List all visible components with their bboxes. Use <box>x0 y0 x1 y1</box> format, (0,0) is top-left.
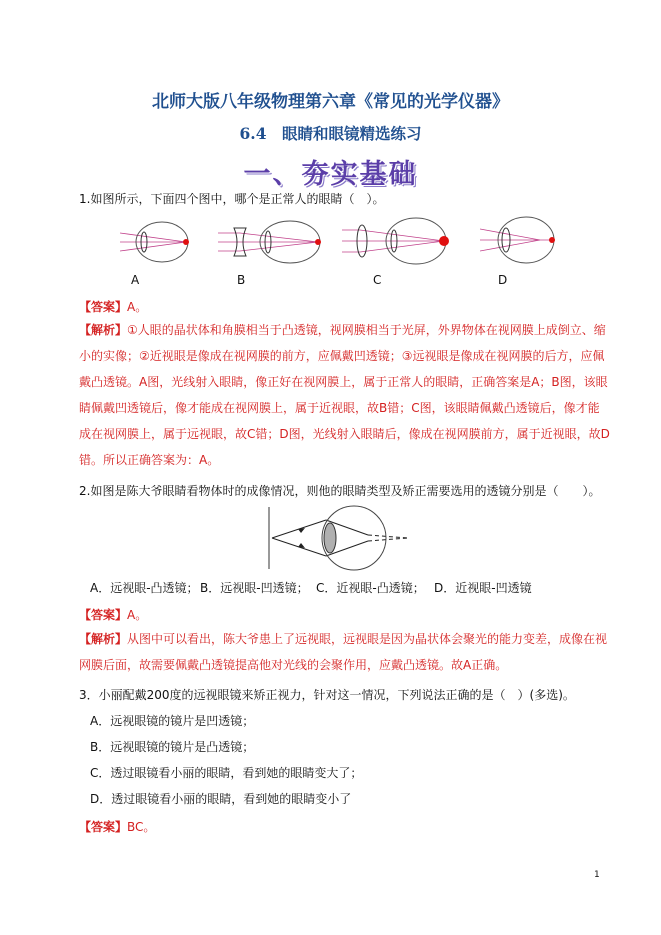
q1-answer-value: A。 <box>127 300 148 314</box>
q2-answer-value: A。 <box>127 608 148 622</box>
q1-answer-tag: 【答案】 <box>79 300 128 314</box>
q3-question: 3．小丽配戴200度的远视眼镜来矫正视力，针对这一情况，下列说法正确的是（ ）(多选)。 <box>79 688 575 702</box>
q1-analysis <box>79 317 611 473</box>
q2-farsighted-eye-diagram <box>268 505 414 571</box>
q1-figure-label-d: D <box>498 273 508 287</box>
q2-answer <box>79 608 147 622</box>
q3-option-c: C．透过眼镜看小丽的眼睛，看到她的眼睛变大了； <box>90 766 363 780</box>
q3-option-d: D．透过眼镜看小丽的眼睛，看到她的眼睛变小了 <box>90 792 352 806</box>
q2-analysis <box>79 626 611 678</box>
q1-figure-label-b: B <box>237 273 246 287</box>
lesson-subtitle: 6.4 眼睛和眼镜精选练习 <box>239 124 422 143</box>
q2-question: 2.如图是陈大爷眼睛看物体时的成像情况，则他的眼睛类型及矫正需要选用的透镜分别是（ ）。 <box>79 484 601 498</box>
q3-answer-tag: 【答案】 <box>79 820 128 834</box>
q1-figure-b-eye-diagram <box>218 218 326 266</box>
q1-figure-c-eye-diagram <box>342 214 452 268</box>
q3-option-b: B．远视眼镜的镜片是凸透镜； <box>90 740 255 754</box>
q1-answer <box>79 300 147 314</box>
q1-question: 1.如图所示，下面四个图中，哪个是正常人的眼睛（ ）。 <box>79 192 385 206</box>
page-number: 1 <box>594 870 600 880</box>
q2-option-b: B．远视眼-凹透镜； <box>200 581 309 595</box>
document-title: 北师大版八年级物理第六章《常见的光学仪器》 <box>152 92 509 112</box>
q2-answer-tag: 【答案】 <box>79 608 128 622</box>
q2-analysis-text: 从图中可以看出，陈大爷患上了远视眼，远视眼是因为晶状体会聚光的能力变差，成像在视网膜后面，故需要佩戴凸透镜提高他对光线的会聚作用，应戴凸透镜。故A正确。 <box>79 632 608 672</box>
q1-analysis-text: ①人眼的晶状体和角膜相当于凸透镜，视网膜相当于光屏，外界物体在视网膜上成倒立、缩小的实像；②近视眼是像成在视网膜的前方，应佩戴凹透镜；③远视眼是像成在视网膜的后方，应佩戴凸透镜。A图，光线射入眼睛，像正好在视网膜上，属于正常人的眼睛，正确答案是A；B图，该眼睛佩戴凹透镜后，像才能成在视网膜上，属于近视眼，故B错；C图，该眼睛佩戴凸透镜后，像才能成在视网膜上，属于远视眼，故C错；D图，光线射入眼睛后，像成在视网膜前方，属于近视眼，故D错。所以正确答案为：A。 <box>79 323 610 467</box>
section-banner: 一、夯实基础 <box>243 159 418 190</box>
q3-answer-value: BC。 <box>127 820 156 834</box>
q2-option-d: D．近视眼-凹透镜 <box>434 581 532 595</box>
q1-figure-a-eye-diagram <box>120 218 200 266</box>
q1-figure-label-a: A <box>131 273 140 287</box>
q1-figure-d-eye-diagram <box>480 214 564 266</box>
q2-analysis-tag: 【解析】 <box>79 632 128 646</box>
q2-option-c: C．近视眼-凸透镜； <box>316 581 425 595</box>
q3-answer <box>79 820 155 834</box>
q1-figure-label-c: C <box>373 273 382 287</box>
q1-analysis-tag: 【解析】 <box>79 323 128 337</box>
q2-option-a: A．远视眼-凸透镜； <box>90 581 199 595</box>
q3-option-a: A．远视眼镜的镜片是凹透镜； <box>90 714 255 728</box>
